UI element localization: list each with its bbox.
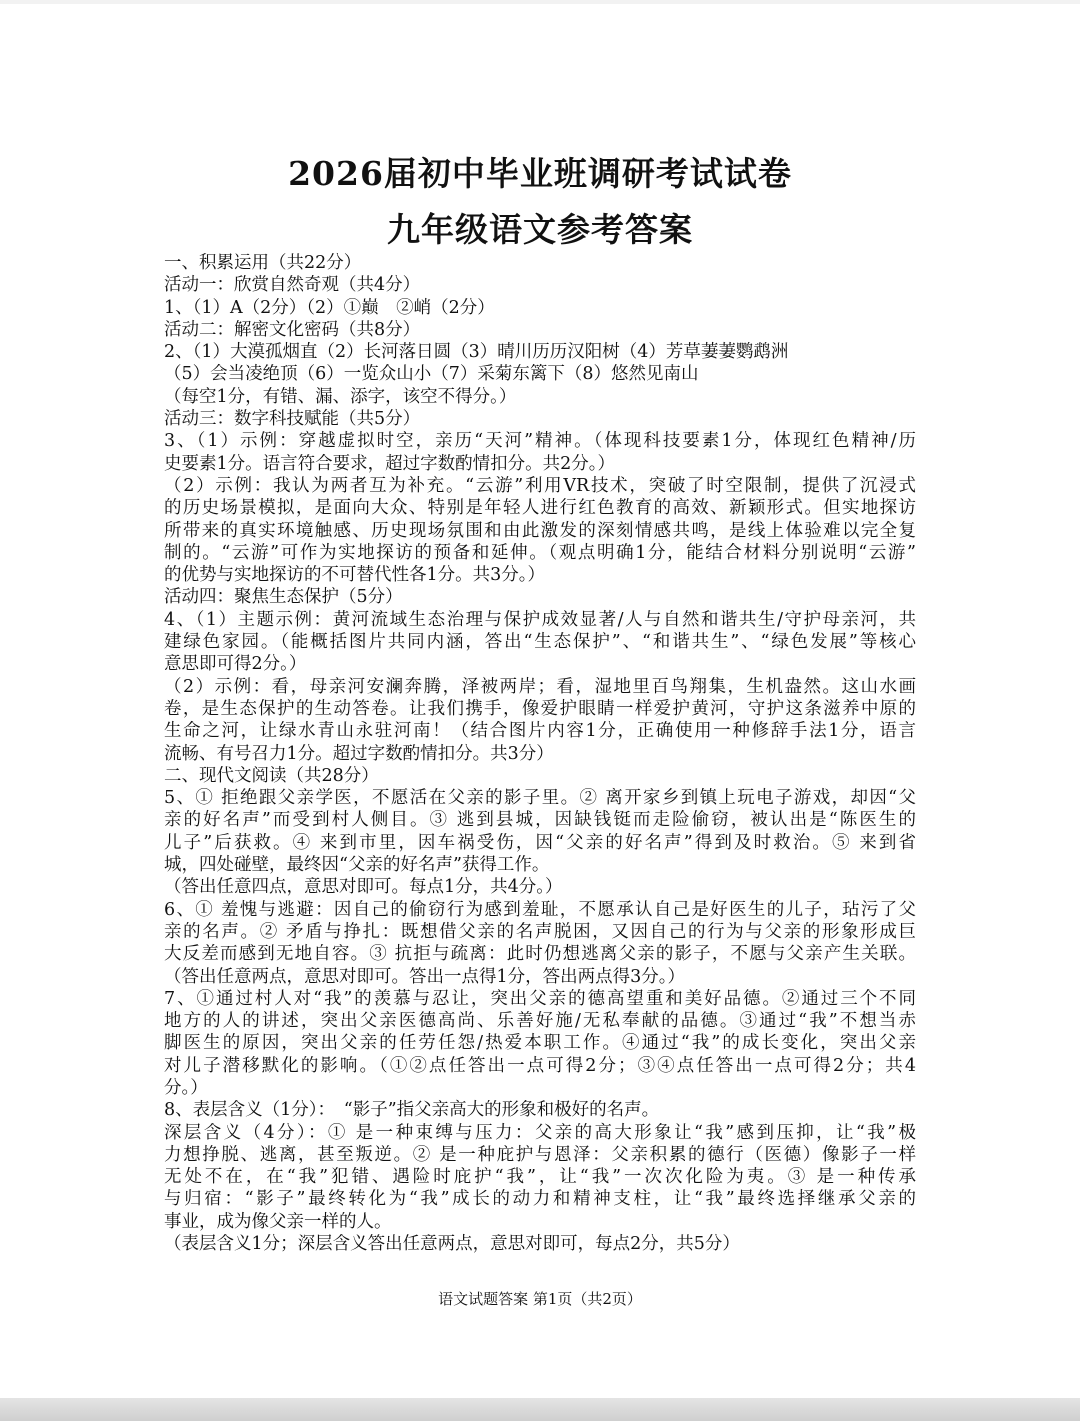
text-line: 2、（1）大漠孤烟直（2）长河落日圆（3）晴川历历汉阳树（4）芳草萋萋鹦鹉洲 — [164, 342, 789, 363]
document-subtitle: 九年级语文参考答案 — [387, 210, 693, 249]
text-line: 1、（1）A（2分）（2）①巅 ②峭（2分） — [164, 297, 495, 318]
text-line: （5）会当凌绝顶（6）一览众山小（7）采菊东篱下（8）悠然见南山 — [164, 364, 699, 385]
text-line: 对儿子潜移默化的影响。（①②点任答出一点可得2分；③④点任答出一点可得2分；共4 — [164, 1055, 916, 1076]
text-line: 所带来的真实环境触感、历史现场氛围和由此激发的深刻情感共鸣，是线上体验难以完全复 — [164, 520, 916, 541]
text-line: 分。） — [164, 1077, 208, 1098]
text-line: 亲的名声。② 矛盾与挣扎：既想借父亲的名声脱困，又因自己的行为与父亲的形象形成巨 — [164, 921, 916, 942]
text-line: 制的。“云游”可作为实地探访的预备和延伸。（观点明确1分，能结合材料分别说明“云游” — [164, 542, 916, 563]
text-line: 活动三：数字科技赋能（共5分） — [164, 409, 421, 430]
viewer-bottom-bar — [0, 1398, 1080, 1421]
text-line: 生命之河，让绿水青山永驻河南！（结合图片内容1分，正确使用一种修辞手法1分，语言 — [164, 721, 916, 742]
text-line: 力想挣脱、逃离，甚至叛逆。② 是一种庇护与恩泽：父亲积累的德行（医德）像影子一样 — [164, 1144, 916, 1165]
text-line: 8、表层含义（1分）： “影子”指父亲高大的形象和极好的名声。 — [164, 1100, 660, 1121]
answer-body — [164, 252, 916, 1255]
text-line: 史要素1分。语言符合要求，超过字数酌情扣分。共2分。） — [164, 453, 616, 474]
text-line: 意思即可得2分。） — [164, 654, 307, 675]
text-line: 事业，成为像父亲一样的人。 — [164, 1211, 392, 1232]
document-title: 2026届初中毕业班调研考试试卷 — [288, 154, 792, 193]
text-line: 建绿色家园。（能概括图片共同内涵，答出“生态保护”、“和谐共生”、“绿色发展”等核心 — [164, 632, 916, 653]
text-line: 亲的好名声”而受到村人侧目。③ 逃到县城，因缺钱铤而走险偷窃，被认出是“陈医生的 — [164, 810, 916, 831]
text-line: 脚医生的原因，突出父亲的任劳任怨/热爱本职工作。④通过“我”的成长变化，突出父亲 — [164, 1033, 916, 1054]
text-line: （2）示例：看，母亲河安澜奔腾，泽被两岸；看，湿地里百鸟翔集，生机盎然。这山水画 — [164, 676, 916, 697]
text-line: 二、现代文阅读（共28分） — [164, 765, 379, 786]
page-top-edge — [0, 0, 1080, 4]
text-line: 的优势与实地探访的不可替代性各1分。共3分。） — [164, 565, 546, 586]
page-footer: 语文试题答案 第1页（共2页） — [438, 1290, 642, 1308]
text-line: 活动一：欣赏自然奇观（共4分） — [164, 275, 421, 296]
text-line: 地方的人的讲述，突出父亲医德高尚、乐善好施/无私奉献的品德。③通过“我”不想当赤 — [164, 1011, 916, 1032]
text-line: 流畅、有号召力1分。超过字数酌情扣分。共3分） — [164, 743, 554, 764]
text-line: 深层含义（4分）：① 是一种束缚与压力：父亲的高大形象让“我”感到压抑，让“我”极 — [164, 1122, 916, 1143]
text-line: 3、（1）示例：穿越虚拟时空，亲历“天河”精神。（体现科技要素1分，体现红色精神/历 — [164, 431, 916, 452]
text-line: 活动四：聚焦生态保护（5分） — [164, 587, 403, 608]
text-line: 无处不在，在“我”犯错、遇险时庇护“我”，让“我”一次次化险为夷。③ 是一种传承 — [164, 1167, 916, 1188]
text-line: 大反差而感到无地自容。③ 抗拒与疏离：此时仍想逃离父亲的影子，不愿与父亲产生关联。 — [164, 944, 916, 965]
text-line: （表层含义1分；深层含义答出任意两点，意思对即可，每点2分，共5分） — [164, 1234, 740, 1255]
text-line: 活动二：解密文化密码（共8分） — [164, 319, 421, 340]
text-line: 7、①通过村人对“我”的羡慕与忍让，突出父亲的德高望重和美好品德。②通过三个不同 — [164, 988, 916, 1009]
text-line: 与归宿：“影子”最终转化为“我”成长的动力和精神支柱，让“我”最终选择继承父亲的 — [164, 1189, 916, 1210]
text-line: 儿子”后获救。④ 来到市里，因车祸受伤，因“父亲的好名声”得到及时救治。⑤ 来到省 — [164, 832, 916, 853]
text-line: 5、① 拒绝跟父亲学医，不愿活在父亲的影子里。② 离开家乡到镇上玩电子游戏，却因“父 — [164, 788, 916, 809]
text-line: （答出任意两点，意思对即可。答出一点得1分，答出两点得3分。） — [164, 966, 686, 987]
text-line: 的历史场景模拟，是面向大众、特别是年轻人进行红色教育的高效、新颖形式。但实地探访 — [164, 498, 916, 519]
text-line: 卷，是生态保护的生动答卷。让我们携手，像爱护眼睛一样爱护黄河，守护这条滋养中原的 — [164, 698, 916, 719]
text-line: 4、（1）主题示例：黄河流域生态治理与保护成效显著/人与自然和谐共生/守护母亲河，共 — [164, 609, 916, 630]
text-line: 6、① 羞愧与逃避：因自己的偷窃行为感到羞耻，不愿承认自己是好医生的儿子，玷污了父 — [164, 899, 916, 920]
text-line: （每空1分，有错、漏、添字，该空不得分。） — [164, 386, 517, 407]
text-line: 城，四处碰壁，最终因“父亲的好名声”获得工作。 — [164, 855, 550, 876]
text-line: （2）示例：我认为两者互为补充。“云游”利用VR技术，突破了时空限制，提供了沉浸式 — [164, 475, 916, 496]
text-line: （答出任意四点，意思对即可。每点1分，共4分。） — [164, 877, 563, 898]
text-line: 一、积累运用（共22分） — [164, 253, 362, 273]
